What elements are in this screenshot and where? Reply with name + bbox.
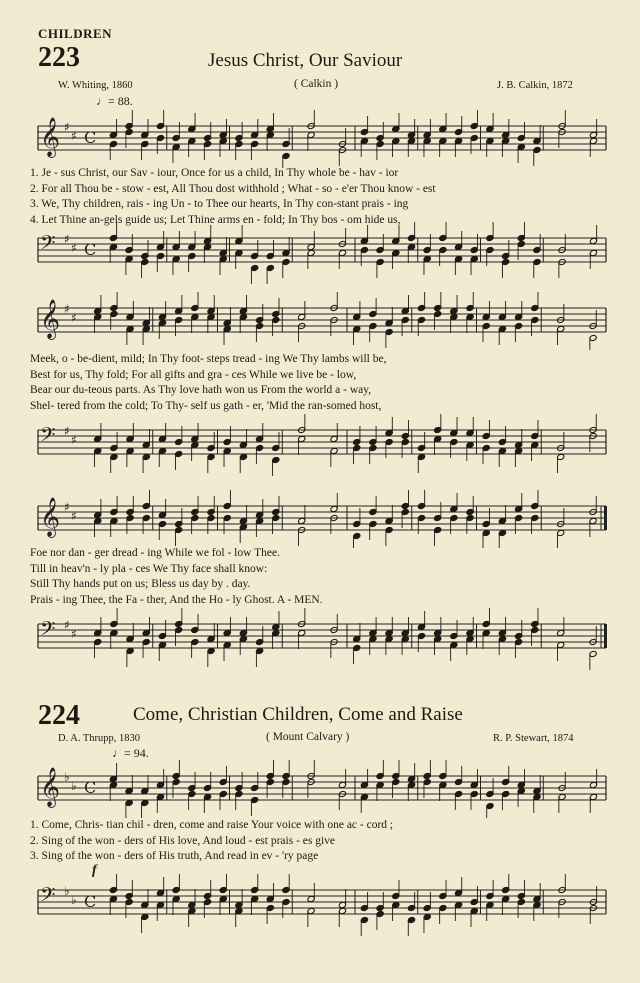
tempo-marking: ♩= 88. bbox=[96, 94, 133, 108]
sharp-icon: ♯ bbox=[64, 120, 70, 134]
treble-clef-icon: 𝄞 bbox=[40, 767, 61, 807]
hymn-number: 223 bbox=[38, 42, 80, 73]
lyric-line: Still Thy hands put on us; Bless us day by . day. bbox=[30, 578, 251, 590]
sharp-icon: ♯ bbox=[64, 302, 70, 316]
music-credit: J. B. Calkin, 1872 bbox=[497, 80, 573, 91]
sharp-icon: ♯ bbox=[64, 232, 70, 246]
bass-clef-icon: 𝄢 bbox=[40, 231, 56, 259]
tempo-marking: ♩= 94. bbox=[112, 746, 149, 760]
sharp-icon: ♯ bbox=[71, 241, 77, 255]
sharp-icon: ♯ bbox=[71, 509, 77, 523]
treble-staff bbox=[0, 758, 640, 818]
lyrics-block bbox=[30, 352, 598, 414]
common-time-icon: C bbox=[84, 128, 97, 147]
sharp-icon: ♯ bbox=[64, 500, 70, 514]
bass-staff bbox=[0, 872, 640, 942]
bass-staff bbox=[0, 220, 640, 290]
sharp-icon: ♯ bbox=[64, 424, 70, 438]
common-time-icon: C bbox=[84, 240, 97, 259]
sharp-icon: ♯ bbox=[71, 129, 77, 143]
section-label: CHILDREN bbox=[38, 26, 113, 41]
flat-icon: ♭ bbox=[71, 779, 77, 793]
lyric-line: Best for us, Thy fold; For all gifts and gra - ces While we live be - low, bbox=[30, 368, 357, 381]
bass-staff bbox=[0, 412, 640, 482]
tune-name: ( Calkin ) bbox=[294, 78, 339, 90]
dynamic-marking: f bbox=[92, 863, 97, 878]
lyric-line: 4. Let Thine an-gels guide us; Let Thine arms en - fold; In Thy bos - om hide us, bbox=[30, 213, 401, 226]
lyric-line: Shel- tered from the cold; To Thy- self us gath - er, 'Mid the ran-somed host, bbox=[30, 399, 382, 412]
final-barline bbox=[604, 506, 607, 530]
sharp-icon: ♯ bbox=[71, 311, 77, 325]
treble-clef-icon: 𝄞 bbox=[40, 497, 61, 537]
common-time-icon: C bbox=[84, 778, 97, 797]
tune-name: ( Mount Calvary ) bbox=[266, 731, 350, 743]
hymn-title: Jesus Christ, Our Saviour bbox=[208, 50, 403, 71]
treble-staff bbox=[0, 108, 640, 168]
lyric-line: Foe nor dan - ger dread - ing While we fol - low Thee. bbox=[30, 547, 280, 559]
sharp-icon: ♯ bbox=[64, 618, 70, 632]
final-barline bbox=[604, 624, 607, 648]
lyric-line: 2. Sing of the won - ders of His love, And loud - est prais - es give bbox=[30, 834, 336, 847]
lyric-line: 3. Sing of the won - ders of His truth, And read in ev - 'ry page bbox=[30, 850, 319, 862]
treble-staff bbox=[0, 290, 640, 350]
lyric-line: Prais - ing Thee, the Fa - ther, And the Ho - ly Ghost. A - MEN. bbox=[30, 593, 323, 606]
bass-clef-icon: 𝄢 bbox=[40, 423, 56, 451]
lyric-line: Meek, o - be-dient, mild; In Thy foot- steps tread - ing We Thy lambs will be, bbox=[30, 353, 387, 365]
flat-icon: ♭ bbox=[64, 884, 70, 898]
lyric-line: Bear our du-teous parts. As Thy love hath won us From the world a - way, bbox=[30, 384, 372, 396]
lyric-line: 2. For all Thou be - stow - est, All Thou dost withhold ; What - so - e'er Thou know - est bbox=[30, 182, 436, 195]
flat-icon: ♭ bbox=[71, 893, 77, 907]
words-credit: D. A. Thrupp, 1830 bbox=[58, 733, 141, 744]
music-credit: R. P. Stewart, 1874 bbox=[493, 733, 574, 744]
lyric-line: 1. Je - sus Christ, our Sav - iour, Once for us a child, In Thy whole be - hav - ior bbox=[30, 167, 399, 179]
treble-staff bbox=[0, 488, 640, 548]
hymn-title: Come, Christian Children, Come and Raise bbox=[133, 704, 463, 725]
words-credit: W. Whiting, 1860 bbox=[58, 80, 133, 91]
lyrics-block bbox=[30, 546, 598, 608]
common-time-icon: C bbox=[84, 892, 97, 911]
sharp-icon: ♯ bbox=[71, 433, 77, 447]
lyrics-block bbox=[30, 818, 598, 865]
bass-staff bbox=[0, 606, 640, 676]
lyrics-block bbox=[30, 166, 598, 228]
bass-clef-icon: 𝄢 bbox=[40, 617, 56, 645]
flat-icon: ♭ bbox=[64, 770, 70, 784]
treble-clef-icon: 𝄞 bbox=[40, 117, 61, 157]
hymn-number: 224 bbox=[38, 700, 80, 731]
treble-clef-icon: 𝄞 bbox=[40, 299, 61, 339]
lyric-line: 3. We, Thy children, rais - ing Un - to Thee our hearts, In Thy con-stant prais - ing bbox=[30, 198, 409, 210]
lyric-line: 1. Come, Chris- tian chil - dren, come and raise Your voice with one ac - cord ; bbox=[30, 819, 394, 831]
sharp-icon: ♯ bbox=[71, 627, 77, 641]
lyric-line: Till in heav'n - ly pla - ces We Thy face shall know: bbox=[30, 562, 268, 575]
bass-clef-icon: 𝄢 bbox=[40, 883, 56, 911]
